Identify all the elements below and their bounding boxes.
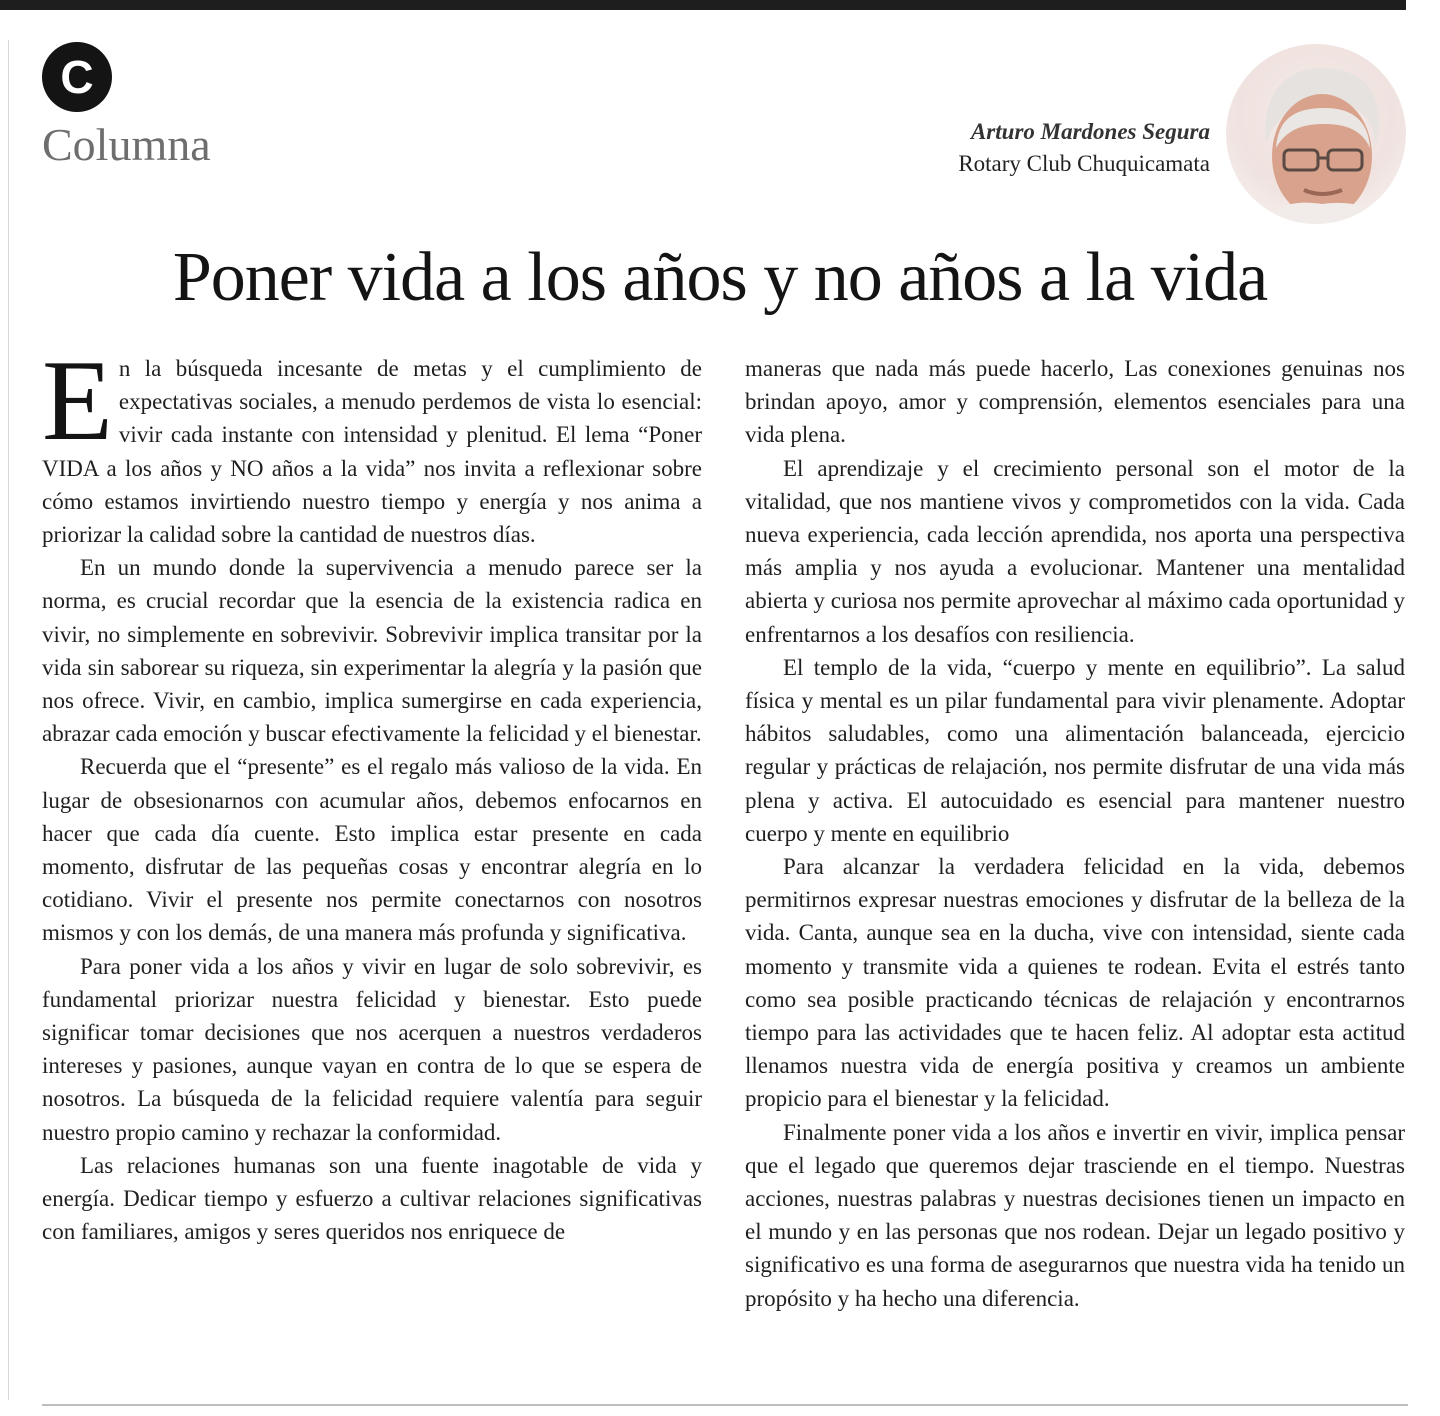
paragraph: Las relaciones humanas son una fuente inagotable de vida y energía. Dedicar tiempo y esfuerzo a cultivar relaciones significativas con familiares, amigos y seres queridos nos enriquece de	[42, 1152, 702, 1245]
author-name: Arturo Mardones Segura	[970, 119, 1210, 144]
paragraph: En un mundo donde la supervivencia a menudo parece ser la norma, es crucial recordar que la esencia de la existencia radica en vivir, no simplemente en sobrevivir. Sobrevivir implica transitar por la vida sin saborear su riqueza, sin experimentar la alegría y la pasión que nos ofrece. Vivir, en cambio, implica sumergirse en cada experiencia, abrazar cada emoción y buscar efectivamente la felicidad y el bienestar.	[42, 555, 702, 747]
paragraph: En la búsqueda incesante de metas y el cumplimiento de expectativas sociales, a menudo perdemos de vista lo esencial: vivir cada instante con intensidad y plenitud. El lema “Poner VIDA a los años y NO años a la vida” nos invita a reflexionar sobre cómo estamos invirtiendo nuestro tiempo y energía y nos anima a priorizar la calidad sobre la cantidad de nuestros días.	[42, 337, 702, 548]
paragraph: Para alcanzar la verdadera felicidad en la vida, debemos permitirnos expresar nuestras emociones y disfrutar de la belleza de la vida. Canta, aunque sea en la ducha, vive con intensidad, siente cada momento y transmite vida a quienes te rodean. Evita el estrés tanto como sea posible practicando técnicas de relajación y encontrarnos tiempo para las actividades que te hacen feliz. Al adoptar esta actitud llenamos nuestra vida de energía positiva y creamos un ambiente propicio para el bienestar y la felicidad.	[745, 854, 1405, 1112]
article-column-right	[745, 352, 1405, 1315]
drop-cap: E	[42, 337, 113, 465]
article-headline: Poner vida a los años y no años a la vida	[172, 239, 1268, 316]
section-badge: C	[42, 42, 112, 112]
paragraph: El aprendizaje y el crecimiento personal son el motor de la vitalidad, que nos mantiene vivos y comprometidos con la vida. Cada nueva experiencia, cada lección aprendida, nos aporta una perspectiva más amplia y nos ayuda a evolucionar. Mantener una mentalidad abierta y curiosa nos permite aprovechar al máximo cada oportunidad y enfrentarnos a los desafíos con resiliencia.	[745, 455, 1405, 647]
author-portrait-icon	[1226, 44, 1406, 224]
paragraph: Finalmente poner vida a los años e invertir en vivir, implica pensar que el legado que queremos dejar trasciende en el tiempo. Nuestras acciones, nuestras palabras y nuestras decisiones tienen un impacto en el mundo y en las personas que nos rodean. Dejar un legado positivo y significativo es una forma de asegurarnos que nuestra vida ha tenido un propósito y ha hecho una diferencia.	[745, 1119, 1405, 1311]
section-label: Columna	[42, 119, 211, 170]
paragraph: Para poner vida a los años y vivir en lugar de solo sobrevivir, es fundamental priorizar nuestra felicidad y bienestar. Esto puede significar tomar decisiones que nos acerquen a nuestros verdaderos intereses y pasiones, aunque vayan en contra de lo que se espera de nosotros. La búsqueda de la felicidad requiere valentía para seguir nuestro propio camino y rechazar la conformidad.	[42, 953, 702, 1145]
top-rule	[0, 0, 1406, 10]
paragraph: Recuerda que el “presente” es el regalo más valioso de la vida. En lugar de obsesionarnos con acumular años, debemos enfocarnos en hacer que cada día cuente. Esto implica estar presente en cada momento, disfrutar de las pequeñas cosas y encontrar alegría en lo cotidiano. Vivir el presente nos permite conectarnos con nosotros mismos y con los demás, de una manera más profunda y significativa.	[42, 754, 702, 946]
author-organization: Rotary Club Chuquicamata	[958, 151, 1210, 176]
byline	[958, 116, 1210, 180]
paragraph: maneras que nada más puede hacerlo, Las conexiones genuinas nos brindan apoyo, amor y comprensión, elementos esenciales para una vida plena.	[745, 356, 1405, 448]
author-photo	[1226, 44, 1406, 224]
bottom-rule	[42, 1404, 1408, 1406]
article-column-left	[42, 337, 702, 1248]
paragraph: El templo de la vida, “cuerpo y mente en equilibrio”. La salud física y mental es un pilar fundamental para vivir plenamente. Adoptar hábitos saludables, como una alimentación balanceada, ejercicio regular y prácticas de relajación, nos permite disfrutar de una vida más plena y activa. El autocuidado es esencial para mantener nuestro cuerpo y mente en equilibrio	[745, 654, 1405, 846]
